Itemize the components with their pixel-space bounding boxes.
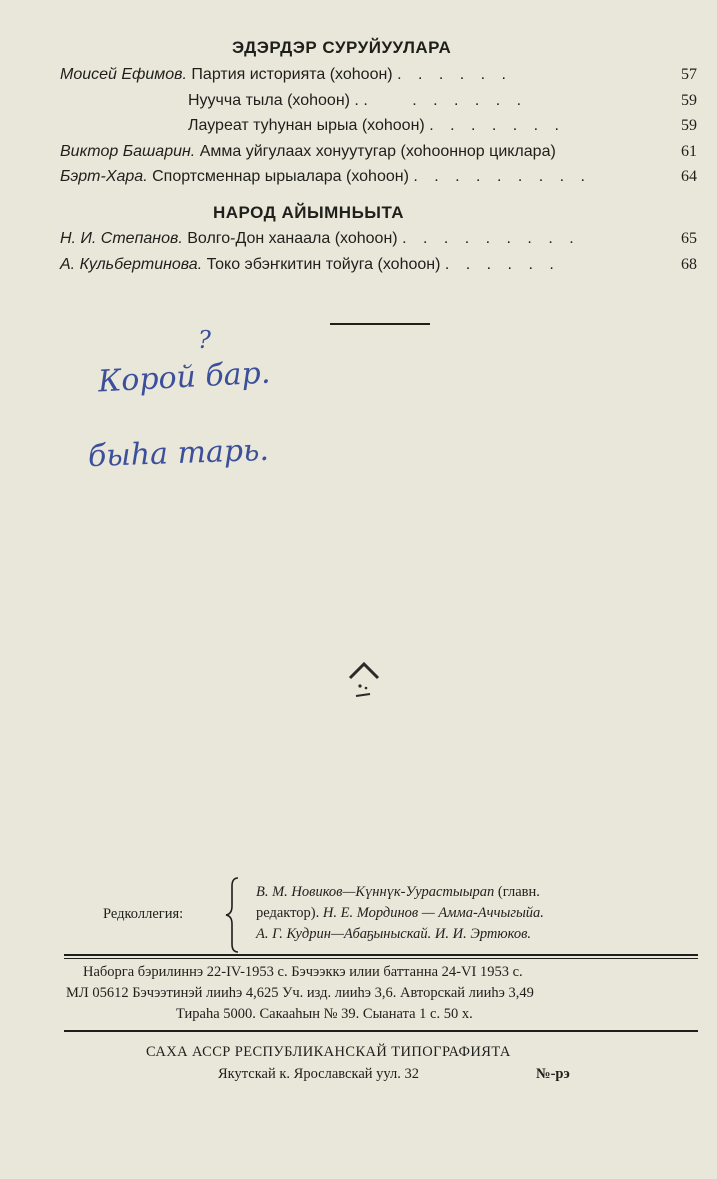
toc-page-number: 65 [681,230,697,247]
toc-author: Бэрт-Хара. [60,168,148,185]
imprint-rule-top [64,954,698,956]
toc-page-number: 59 [681,117,697,134]
toc-author: А. Кульбертинова. [60,256,203,273]
toc-title: Амма уйгулаах хонуутугар (хоhооннор циклара) [199,143,556,160]
editorial-line-1 [256,884,540,901]
toc-author: Виктор Башарин. [60,143,196,160]
toc-page-number: 59 [681,92,697,109]
imprint-rule-bottom [64,1030,698,1032]
toc-dots: . . . . . . . . . [402,230,580,247]
toc-dots: . . . . . . [444,256,560,273]
toc-page-number: 57 [681,66,697,83]
imprint-rule-top-2 [64,958,698,959]
editorial-member: Н. Е. Мординов — Амма-Аччыгыйа. [322,905,544,921]
section-heading-1: ЭДЭРДЭР СУРУЙУУЛАРА [232,38,452,57]
section-heading-2: НАРОД АЙЫМНЬЫТА [213,203,405,222]
toc-page-number: 68 [681,256,697,273]
imprint-line-1: Наборга бэрилиннэ 22-IV-1953 с. Бэчээккэ илии баттанна 24-VI 1953 с. [83,964,523,980]
toc-entry [188,92,527,110]
editorial-line-2 [256,905,544,922]
toc-title: Партия историята (хоhоон) [191,66,393,83]
editor-in-chief-name: В. М. Новиков—Күннүк-Уурастыырап [256,884,495,900]
toc-title: Спортсменнар ырыалара (хоhоон) [152,168,409,185]
handwritten-note-line-2: быhа тарь. [87,432,270,475]
toc-author: Н. И. Степанов. [60,230,183,247]
editorial-brace-icon [224,876,240,954]
handwritten-question-mark: ? [198,326,211,354]
printer-stamp: №-рэ [536,1066,570,1082]
toc-title: Лауреат туhунан ырыа (хоhоон) [188,117,425,134]
toc-title: Волго-Дон ханаала (хоhоон) [187,230,398,247]
toc-page-number: 61 [681,143,697,160]
imprint-line-2: МЛ 05612 Бэчээтинэй лииhэ 4,625 Уч. изд. лииhэ 3,6. Авторскай лииhэ 3,49 [66,985,534,1001]
toc-entry [60,230,580,248]
section-divider [330,323,430,325]
toc-title: Нуучча тыла (хоhоон) . . [188,92,368,109]
toc-entry [60,143,556,161]
toc-title: Токо эбэҥкитин тойуга (хоhоон) [206,256,441,273]
toc-entry [60,168,591,186]
toc-dots: . . . . . . . . . [413,168,591,185]
printer-address: Якутскай к. Ярославскай уул. 32 [218,1066,419,1082]
toc-entry [188,117,565,135]
toc-dots: . . . . . . [397,66,512,83]
handwritten-note-line-1: Корой бар. [97,355,272,400]
toc-entry [60,66,512,84]
toc-page-number: 64 [681,168,697,185]
editorial-role-cont: редактор). [256,905,323,921]
editorial-board-label: Редколлегия: [103,906,184,922]
toc-author: Моисей Ефимов. [60,66,187,83]
printer-ornament-icon [346,658,382,704]
editorial-role: (главн. [494,884,540,900]
toc-dots: . . . . . . [412,92,528,109]
printer-name: САХА АССР РЕСПУБЛИКАНСКАЙ ТИПОГРАФИЯТА [146,1044,511,1060]
toc-entry [60,256,560,274]
editorial-line-3: А. Г. Кудрин—Абаҕыныскай. И. И. Эртюков. [256,926,531,942]
imprint-line-3: Тираhа 5000. Сакааhын № 39. Сыаната 1 с. 50 х. [176,1006,473,1022]
toc-dots: . . . . . . . [429,117,565,134]
